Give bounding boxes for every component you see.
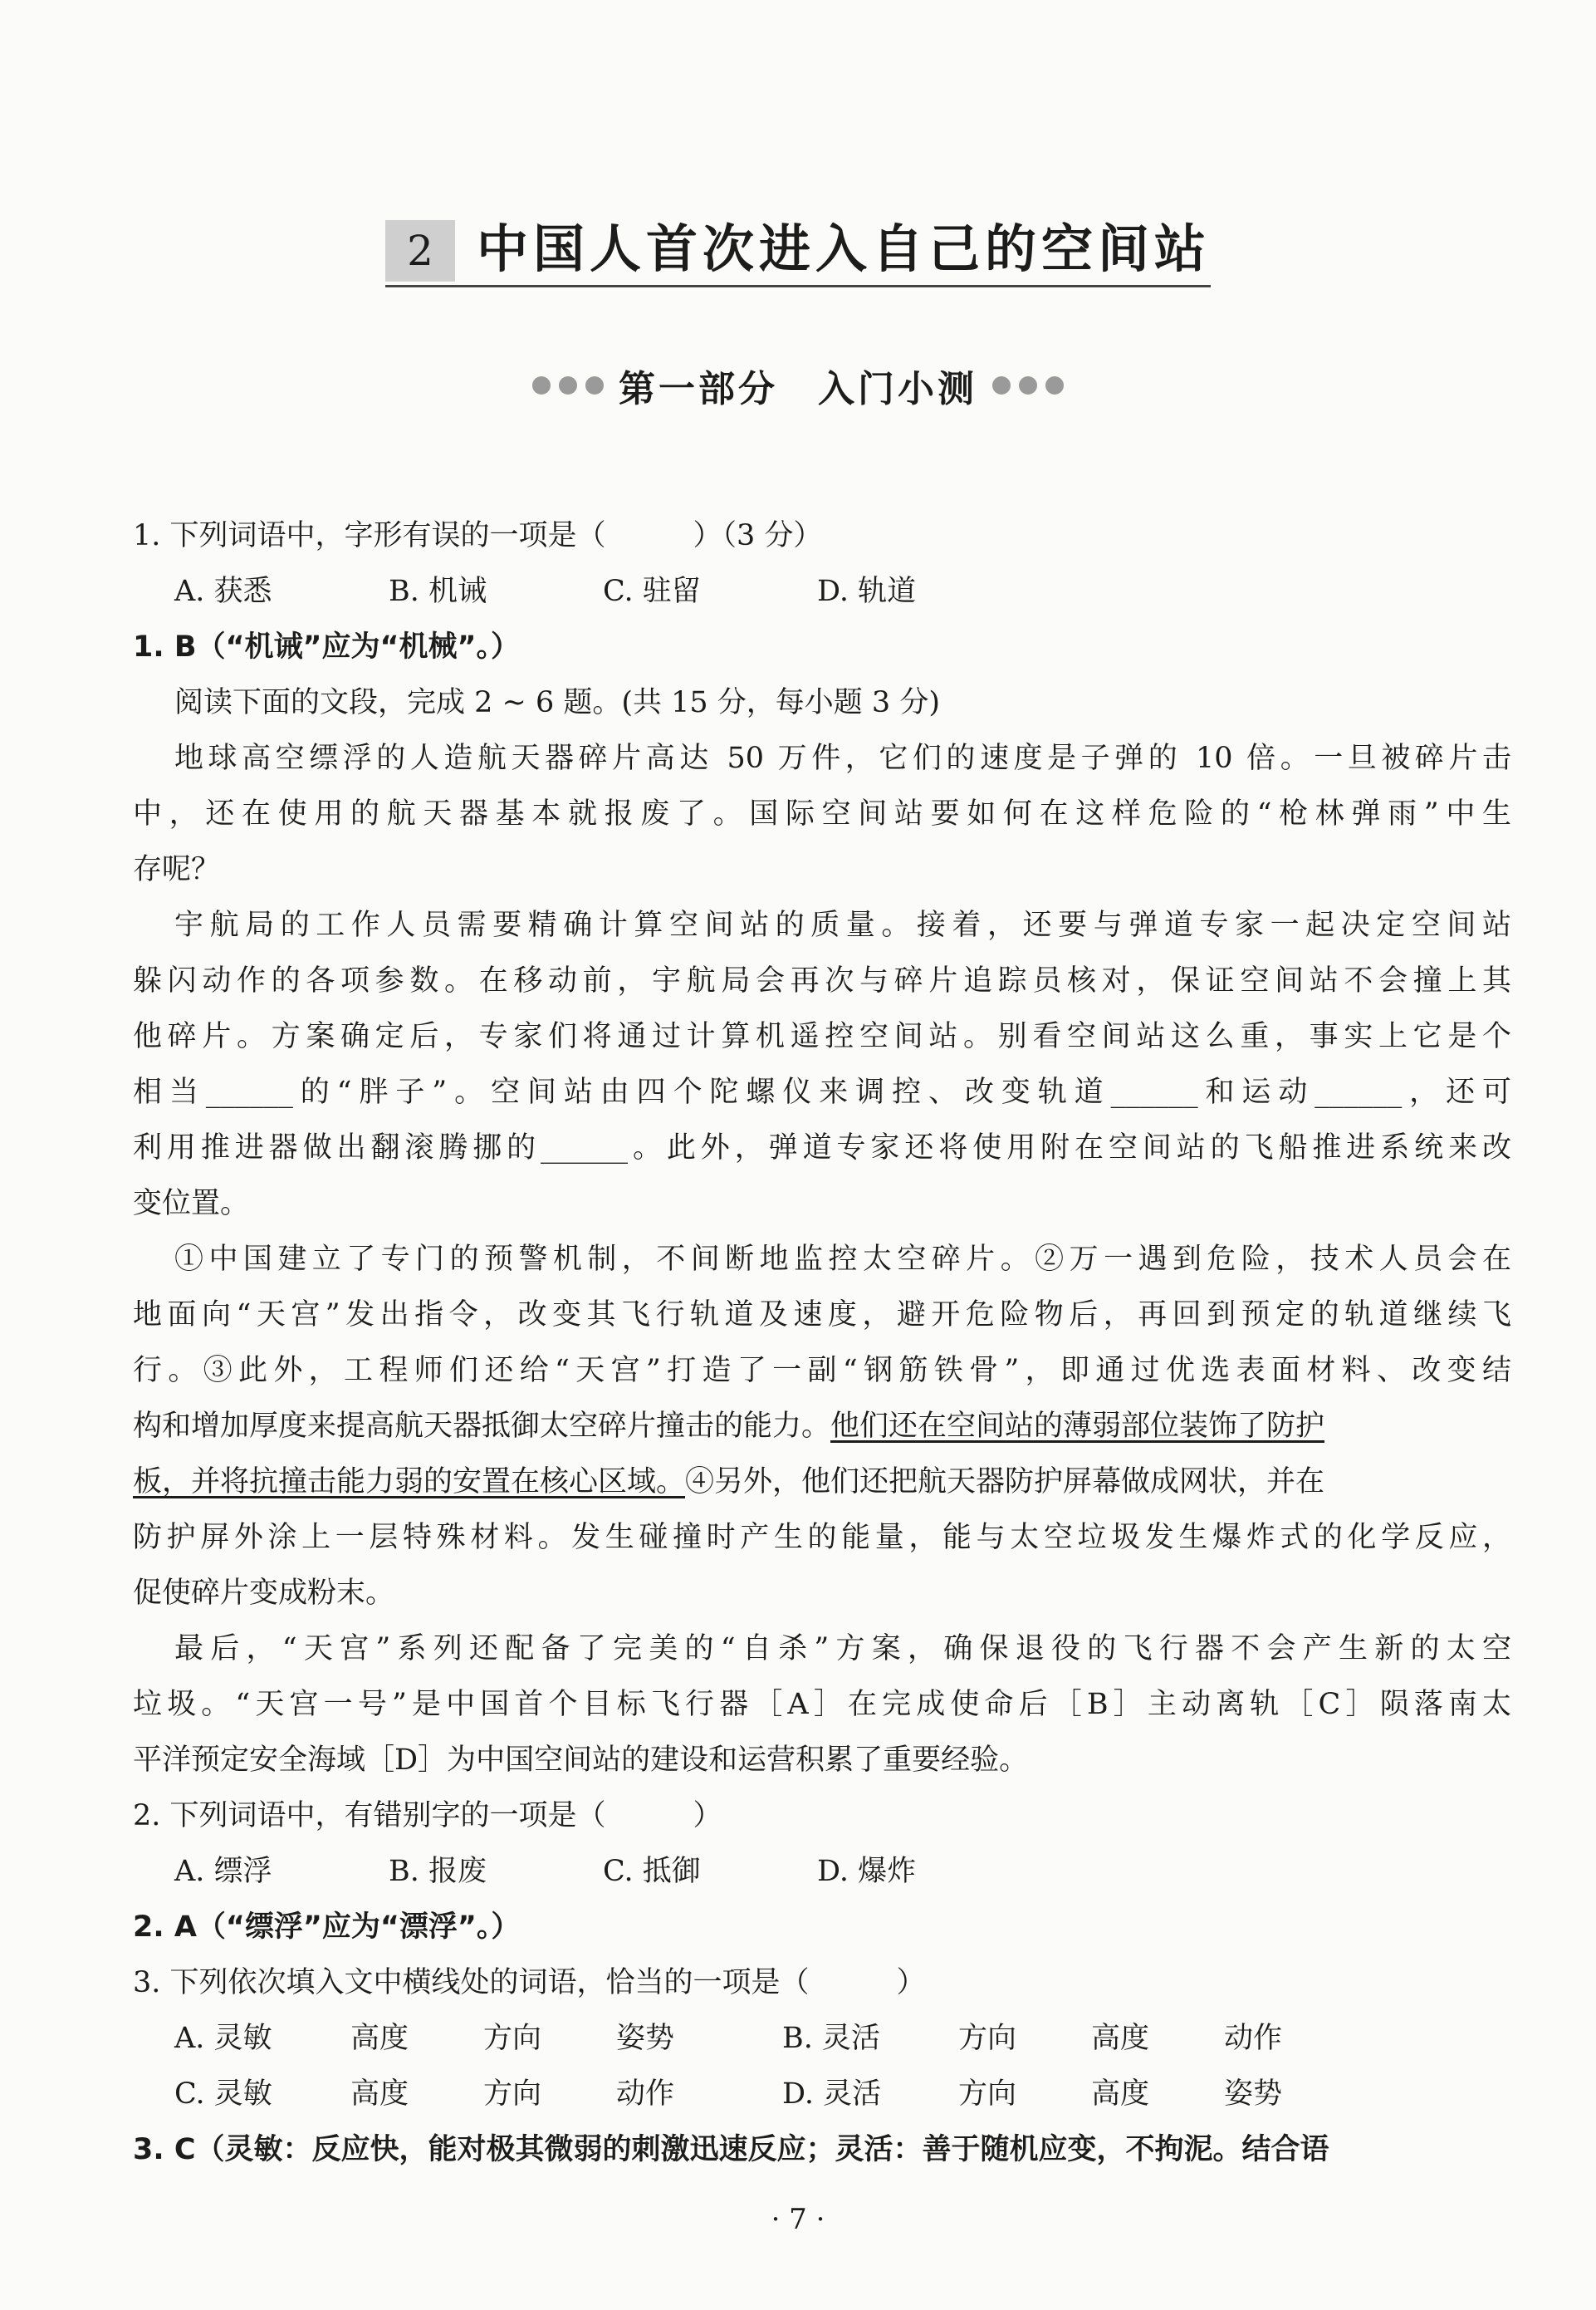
option-word: 高度 [350,2022,409,2055]
section-heading-text: 第一部分 入门小测 [619,368,977,410]
option-word: 方向 [483,2077,542,2111]
option: B. 灵活 [782,2022,880,2055]
passage-line: 行。③此外，工程师们还给“天宫”打造了一副“钢筋铁骨”，即通过优选表面材料、改变结 [133,1354,1511,1387]
passage-line: 最后，“天宫”系列还配备了完美的“自杀”方案，确保退役的飞行器不会产生新的太空 [174,1632,1511,1665]
option-word: 方向 [958,2077,1017,2111]
lesson-title-text: 中国人首次进入自己的空间站 [476,218,1211,279]
lesson-title [0,208,1596,287]
question-3-answer: 3. C（灵敏：反应快，能对极其微弱的刺激迅速反应；灵活：善于随机应变，不拘泥。结合语 [133,2133,1329,2166]
passage-line: 地面向“天宫”发出指令，改变其飞行轨道及速度，避开危险物后，再回到预定的轨道继续飞 [133,1298,1511,1332]
passage-line: 地球高空缥浮的人造航天器碎片高达 50 万件，它们的速度是子弹的 10 倍。一旦被碎片击 [174,742,1511,775]
question-1-answer: 1. B（“机诫”应为“机械”。） [133,630,521,664]
passage-line: 相当______的“胖子”。空间站由四个陀螺仪来调控、改变轨道______和运动______，还可 [133,1076,1511,1109]
underlined-sentence: 他们还在空间站的薄弱部位装饰了防护 [830,1410,1325,1443]
option: D. 灵活 [782,2077,882,2111]
passage-line [133,1454,1511,1510]
passage-line: 垃圾。“天宫一号”是中国首个目标飞行器［A］在完成使命后［B］主动离轨［C］陨落南太 [133,1688,1511,1721]
option: C. 驻留 [603,575,701,608]
question-3-options-row-1 [133,2011,1511,2067]
option-word: 高度 [1091,2077,1150,2111]
option-word: 动作 [1224,2022,1283,2055]
question-2-options [133,1844,1511,1900]
decor-dots-left [532,376,604,395]
passage-line: ①中国建立了专门的预警机制，不间断地监控太空碎片。②万一遇到危险，技术人员会在 [174,1243,1511,1276]
lesson-number: 2 [385,220,455,282]
option-word: 姿势 [616,2022,675,2055]
passage-line: 利用推进器做出翻滚腾挪的______。此外，弹道专家还将使用附在空间站的飞船推进系统来改 [133,1131,1511,1165]
question-1-options [133,564,1511,620]
passage-text: 构和增加厚度来提高航天器抵御太空碎片撞击的能力。 [133,1410,831,1443]
underlined-sentence: 板，并将抗撞击能力弱的安置在核心区域。 [133,1465,686,1498]
question-2-answer: 2. A（“缥浮”应为“漂浮”。） [133,1910,521,1944]
option: C. 灵敏 [174,2077,272,2111]
option: A. 灵敏 [174,2022,272,2055]
question-3-stem: 3. 下列依次填入文中横线处的词语，恰当的一项是（ ） [133,1966,926,1999]
passage-line: 存呢？ [133,853,221,886]
option-word: 高度 [1091,2022,1150,2055]
option-word: 方向 [483,2022,542,2055]
reading-intro: 阅读下面的文段，完成 2 ~ 6 题。(共 15 分，每小题 3 分) [174,686,940,719]
passage-line: 防护屏外涂上一层特殊材料。发生碰撞时产生的能量，能与太空垃圾发生爆炸式的化学反应， [133,1521,1511,1554]
page-number: · 7 · [771,2203,825,2236]
content-body [133,508,1511,2178]
option-word: 高度 [350,2077,409,2111]
question-2-stem: 2. 下列词语中，有错别字的一项是（ ） [133,1799,722,1832]
option: D. 爆炸 [817,1855,917,1888]
decor-dots-right [992,376,1064,395]
option: B. 报废 [389,1855,487,1888]
option: A. 缥浮 [174,1855,272,1888]
passage-line: 中，还在使用的航天器基本就报废了。国际空间站要如何在这样危险的“枪林弹雨”中生 [133,797,1511,831]
question-3-options-row-2 [133,2067,1511,2122]
passage-line: 躲闪动作的各项参数。在移动前，宇航局会再次与碎片追踪员核对，保证空间站不会撞上其 [133,964,1511,998]
passage-line: 平洋预定安全海域［D］为中国空间站的建设和运营积累了重要经验。 [133,1744,1029,1777]
option-word: 动作 [616,2077,675,2111]
option: B. 机诫 [389,575,487,608]
passage-text: ④另外，他们还把航天器防护屏幕做成网状，并在 [685,1465,1325,1498]
option: C. 抵御 [603,1855,701,1888]
passage-line: 促使碎片变成粉末。 [133,1577,395,1610]
passage-line: 宇航局的工作人员需要精确计算空间站的质量。接着，还要与弹道专家一起决定空间站 [174,909,1511,942]
passage-line: 变位置。 [133,1187,250,1220]
option: D. 轨道 [817,575,917,608]
option-word: 方向 [958,2022,1017,2055]
passage-line [133,1399,1511,1454]
question-1-stem: 1. 下列词语中，字形有误的一项是（ ）（3 分） [133,519,823,552]
section-heading [0,359,1596,412]
option-word: 姿势 [1224,2077,1283,2111]
option: A. 获悉 [174,575,272,608]
passage-line: 他碎片。方案确定后，专家们将通过计算机遥控空间站。别看空间站这么重，事实上它是个 [133,1020,1511,1053]
